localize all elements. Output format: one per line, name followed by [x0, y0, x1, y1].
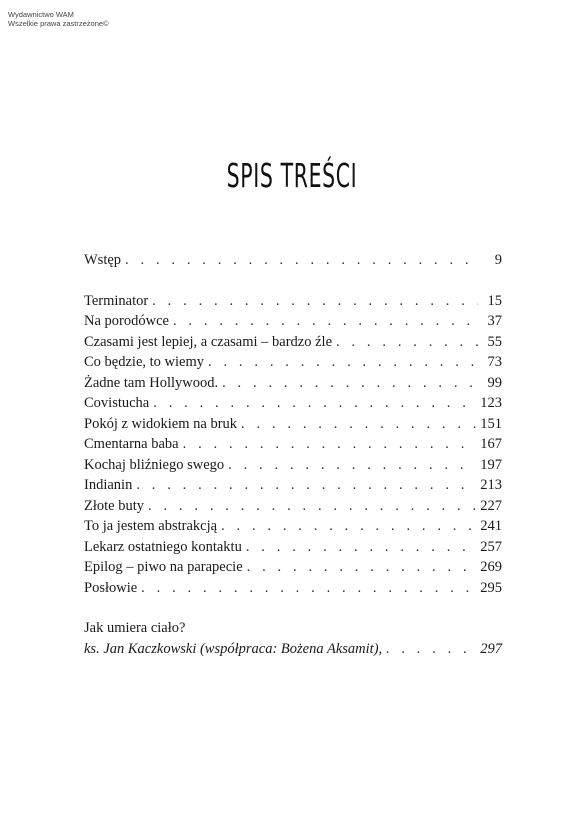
watermark-rights: Wszelkie prawa zastrzeżone©	[8, 19, 109, 28]
toc-entry-label: Na porodówce	[84, 313, 169, 329]
section-spacer	[84, 271, 502, 291]
toc-entry-label: Indianin	[84, 477, 133, 493]
toc-entry-page: 55	[487, 333, 502, 350]
toc-entry-label: Co będzie, to wiemy	[84, 354, 205, 370]
toc-entry-label: Covistucha	[84, 395, 150, 411]
toc-entry[interactable]	[84, 578, 502, 599]
toc-entry-page: 197	[480, 456, 502, 473]
toc-leader-dots	[152, 291, 478, 312]
toc-entry[interactable]	[84, 516, 502, 537]
toc-entry-label: Epilog – piwo na parapecie	[84, 559, 243, 575]
section-spacer	[84, 598, 502, 618]
toc-entry[interactable]	[84, 311, 502, 332]
toc-entry-intro[interactable]	[84, 250, 502, 271]
appendix-title: Jak umiera ciało?	[84, 620, 186, 636]
toc-entry-page: 241	[480, 518, 502, 534]
toc-entry-page: 227	[480, 497, 502, 514]
toc-entry[interactable]	[84, 557, 502, 578]
toc-leader-dots	[246, 537, 476, 558]
toc-entry-label: To ja jestem abstrakcją	[84, 518, 218, 534]
toc-leader-dots	[386, 639, 476, 660]
toc-entry-page: 123	[480, 395, 502, 411]
toc-entry-label: Cmentarna baba	[84, 436, 179, 452]
toc-entry-page: 73	[487, 354, 502, 370]
toc-leader-dots	[148, 496, 476, 517]
toc-entry[interactable]	[84, 393, 502, 414]
toc-entry-label: Czasami jest lepiej, a czasami – bardzo źle	[84, 333, 333, 350]
toc-entry-label: ks. Jan Kaczkowski (współpraca: Bożena Aksamit),	[84, 640, 383, 657]
toc-leader-dots	[222, 373, 478, 394]
toc-leader-dots	[125, 250, 478, 271]
toc-entry[interactable]	[84, 352, 502, 373]
toc-entry-label: Złote buty	[84, 497, 145, 514]
toc-entry[interactable]	[84, 332, 502, 353]
toc-entry-label: Żadne tam Hollywood.	[84, 374, 219, 391]
toc-leader-dots	[247, 557, 477, 578]
toc-leader-dots	[228, 455, 476, 476]
toc-entry-page: 99	[487, 374, 502, 391]
table-of-contents	[84, 250, 502, 659]
toc-entry-page: 15	[487, 292, 502, 309]
toc-leader-dots	[153, 393, 476, 414]
toc-leader-dots	[183, 434, 477, 455]
toc-leader-dots	[173, 311, 478, 332]
toc-entry-label: Kochaj bliźniego swego	[84, 456, 225, 473]
toc-leader-dots	[208, 352, 478, 373]
toc-entry-label: Posłowie	[84, 579, 138, 596]
toc-entry-label: Wstęp	[84, 252, 122, 268]
toc-entry-page: 9	[494, 252, 502, 268]
toc-entry-page: 269	[480, 559, 502, 575]
toc-leader-dots	[336, 332, 478, 353]
toc-entry-page: 167	[480, 436, 502, 452]
toc-entry-page: 151	[480, 415, 502, 432]
toc-entry-appendix[interactable]	[84, 639, 502, 660]
watermark-publisher: Wydawnictwo WAM	[8, 10, 74, 19]
toc-entry-page: 295	[480, 579, 502, 596]
toc-leader-dots	[221, 516, 476, 537]
toc-leader-dots	[141, 578, 476, 599]
toc-leader-dots	[136, 475, 476, 496]
toc-entry-label: Terminator	[84, 292, 149, 309]
toc-entry[interactable]	[84, 291, 502, 312]
toc-leader-dots	[241, 414, 476, 435]
toc-entry-page: 37	[487, 313, 502, 329]
toc-entry[interactable]	[84, 475, 502, 496]
toc-entry[interactable]	[84, 496, 502, 517]
toc-entry-page: 297	[480, 640, 502, 657]
toc-entry[interactable]	[84, 455, 502, 476]
toc-entry[interactable]	[84, 537, 502, 558]
toc-entry-page: 257	[480, 538, 502, 555]
toc-entry-label: Pokój z widokiem na bruk	[84, 415, 238, 432]
toc-entry-label: Lekarz ostatniego kontaktu	[84, 538, 242, 555]
toc-entry[interactable]	[84, 373, 502, 394]
toc-entry[interactable]	[84, 434, 502, 455]
page-title: SPIS TREŚCI	[226, 156, 358, 195]
toc-entry-page: 213	[480, 477, 502, 493]
toc-entry[interactable]	[84, 414, 502, 435]
publisher-watermark	[8, 10, 109, 28]
